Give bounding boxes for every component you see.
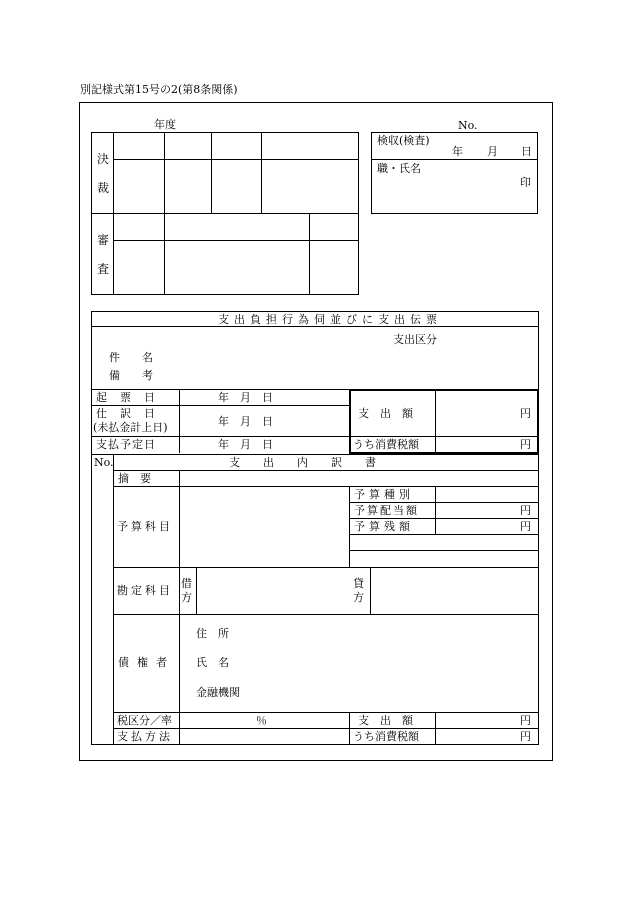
shinsa-label-2: 査 — [97, 262, 110, 276]
grid-line — [164, 132, 165, 213]
nendo-label: 年度 — [154, 118, 176, 131]
grid-line — [113, 159, 359, 160]
shiharai-yotei-date: 年 月 日 — [218, 438, 273, 451]
shishutsu-label: 支 出 額 — [358, 407, 413, 420]
subject-label: 件 名 — [109, 351, 153, 364]
grid-line — [91, 213, 359, 214]
grid-line — [196, 567, 197, 614]
seal-label: 印 — [520, 176, 531, 189]
yosan-haito-label: 予算配当額 — [354, 504, 419, 517]
payment-method-label: 支払方法 — [117, 730, 173, 743]
no-label-top: No. — [458, 119, 478, 132]
grid-line — [113, 454, 114, 745]
kashi-label-2: 方 — [353, 591, 364, 604]
grid-line — [371, 159, 538, 160]
detail-header: 支 出 内 訳 書 — [229, 456, 382, 469]
grid-line — [113, 567, 539, 568]
inspection-year: 年 — [452, 145, 463, 158]
grid-line — [349, 518, 539, 519]
bottom-shishutsu-label: 支 出 額 — [358, 714, 413, 727]
saikensha-label: 債権者 — [118, 656, 175, 669]
inspection-role: 職・氏名 — [377, 162, 421, 175]
inspection-month: 月 — [487, 145, 498, 158]
grid-line — [164, 213, 165, 295]
yosan-kamoku-label: 予算科目 — [117, 520, 173, 533]
grid-line — [435, 486, 436, 535]
grid-line — [91, 436, 349, 437]
category-label: 支出区分 — [393, 333, 437, 346]
kari-label-1: 借 — [181, 577, 192, 590]
bank-label: 金融機関 — [196, 686, 240, 699]
tax-label: うち消費税額 — [353, 438, 419, 451]
grid-line — [349, 550, 539, 551]
slip-title: 支出負担行為伺並びに支出伝票 — [218, 313, 442, 326]
grid-line — [349, 436, 539, 437]
grid-line — [349, 712, 350, 745]
kihyo-label: 起 票 日 — [96, 391, 156, 404]
yosan-zan-yen: 円 — [520, 520, 531, 533]
tekiyo-label: 摘 要 — [118, 472, 151, 485]
shiwake-label: 仕 訳 日 — [96, 407, 156, 420]
yosan-haito-yen: 円 — [520, 504, 531, 517]
kessai-label-2: 裁 — [97, 181, 110, 195]
grid-line — [179, 389, 180, 453]
grid-line — [435, 389, 436, 454]
inspection-title: 検収(検査) — [377, 134, 430, 147]
shinsa-label-1: 審 — [97, 233, 110, 247]
detail-no-label: No. — [94, 456, 114, 469]
grid-line — [349, 502, 539, 503]
grid-line — [113, 240, 359, 241]
grid-line — [113, 614, 539, 615]
inspection-day: 日 — [521, 145, 532, 158]
tax-yen: 円 — [520, 438, 531, 451]
grid-line — [349, 534, 539, 535]
grid-line — [261, 132, 262, 213]
kari-label-2: 方 — [181, 591, 192, 604]
grid-line — [349, 486, 350, 568]
tax-rate-label: 税区分／率 — [117, 714, 172, 727]
shiwake-sub-label: (未払金計上日) — [93, 421, 168, 434]
kashi-label-1: 貸 — [353, 577, 364, 590]
grid-line — [211, 132, 212, 213]
shishutsu-yen: 円 — [520, 407, 531, 420]
bottom-tax-yen: 円 — [520, 730, 531, 743]
yosan-shubetsu-label: 予算種別 — [354, 488, 414, 501]
kihyo-date: 年 月 日 — [218, 391, 273, 404]
grid-line — [435, 712, 436, 745]
grid-line — [179, 470, 180, 745]
grid-line — [113, 728, 539, 729]
kanjo-kamoku-label: 勘定科目 — [117, 584, 173, 597]
yosan-zan-label: 予算残額 — [354, 520, 414, 533]
grid-line — [91, 405, 349, 406]
grid-line — [91, 454, 539, 455]
percent-label: ％ — [256, 714, 267, 727]
grid-line — [370, 567, 371, 614]
kessai-label-1: 決 — [97, 152, 110, 166]
grid-line — [91, 326, 539, 327]
remarks-label: 備 考 — [109, 369, 153, 382]
grid-line — [309, 213, 310, 295]
address-label: 住 所 — [196, 627, 229, 640]
grid-line — [113, 712, 539, 713]
name-label: 氏 名 — [196, 656, 229, 669]
grid-line — [113, 470, 539, 471]
bottom-tax-label: うち消費税額 — [353, 730, 419, 743]
form-id-label: 別記様式第15号の2(第8条関係) — [80, 83, 238, 96]
bottom-shishutsu-yen: 円 — [520, 714, 531, 727]
shiwake-date: 年 月 日 — [218, 415, 273, 428]
shiharai-yotei-label: 支払予定日 — [96, 438, 156, 451]
grid-line — [113, 486, 539, 487]
